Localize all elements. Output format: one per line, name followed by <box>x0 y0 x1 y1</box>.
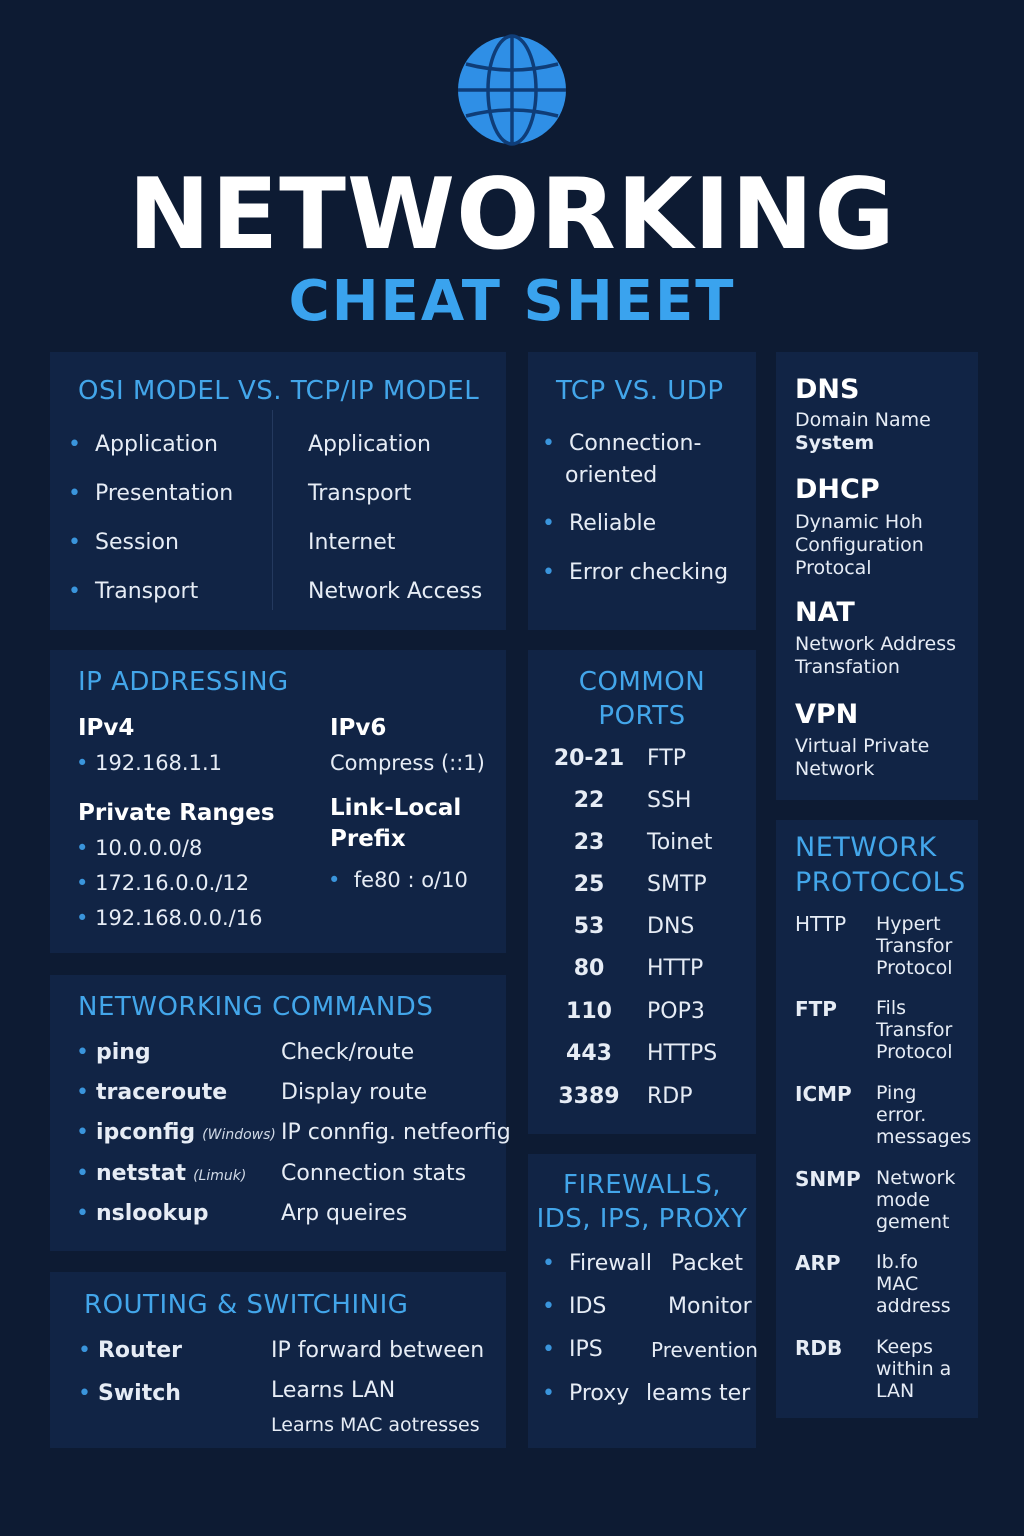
port-service: DNS <box>647 914 695 939</box>
glossary-desc: Domain Name <box>795 409 931 431</box>
port-number: 20-21 <box>553 746 625 771</box>
firewall-item: • Firewall <box>542 1251 652 1276</box>
port-service: Toinet <box>647 830 713 855</box>
linklocal-label: Prefix <box>330 826 406 852</box>
routing-item: • Switch <box>78 1381 181 1406</box>
firewalls-title: FIREWALLS, <box>563 1170 721 1200</box>
tcp-udp-item: • Connection- <box>542 431 702 456</box>
protocol-desc: LAN <box>876 1380 915 1402</box>
glossary-desc: Protocal <box>795 557 872 579</box>
osi-layer: • Application <box>68 432 218 457</box>
protocol-desc: Network <box>876 1167 956 1189</box>
protocol-desc: Transfor <box>876 935 953 957</box>
firewall-desc: Prevention <box>651 1338 758 1362</box>
command-note: (Windows) <box>202 1127 276 1143</box>
tcp-udp-title: TCP VS. UDP <box>556 376 724 406</box>
command-row: • netstat (Limuk) <box>76 1161 247 1186</box>
routing-desc: IP forward between <box>271 1338 485 1363</box>
tcpip-layer: Application <box>308 432 431 457</box>
ports-title: PORTS <box>598 701 686 731</box>
protocol-desc: mode <box>876 1189 930 1211</box>
protocol-name: ARP <box>795 1251 841 1275</box>
command-name: nslookup <box>95 1201 209 1226</box>
private-range: • 10.0.0.0/8 <box>76 836 203 860</box>
protocol-desc: MAC <box>876 1273 919 1295</box>
protocol-desc: within a <box>876 1358 952 1380</box>
firewall-item: • IDS <box>542 1294 607 1319</box>
glossary-term: DNS <box>795 374 860 405</box>
command-desc: Check/route <box>281 1040 415 1065</box>
glossary-term: NAT <box>795 597 855 628</box>
command-row: • nslookup <box>76 1201 209 1226</box>
tcp-udp-item: oriented <box>565 463 658 488</box>
glossary-desc: Virtual Private <box>795 735 930 757</box>
port-number: 25 <box>573 872 605 897</box>
port-service: SMTP <box>647 872 707 897</box>
globe-icon <box>456 34 568 146</box>
command-desc: Arp queires <box>281 1201 408 1226</box>
protocol-name: ICMP <box>795 1082 852 1106</box>
command-note: (Limuk) <box>193 1168 247 1184</box>
port-service: FTP <box>647 746 686 771</box>
tcp-udp-item: • Error checking <box>542 560 729 585</box>
routing-title: ROUTING & SWITCHINIG <box>84 1290 409 1320</box>
linklocal-prefix: • fe80 : o/10 <box>328 868 468 892</box>
firewall-desc: Packet <box>671 1251 743 1276</box>
glossary-desc: Network Address <box>795 633 957 655</box>
page-title: NETWORKING <box>128 158 896 272</box>
port-service: POP3 <box>647 999 705 1024</box>
glossary-term: VPN <box>795 699 859 730</box>
glossary-desc: Transfation <box>795 656 900 678</box>
protocol-name: SNMP <box>795 1167 861 1191</box>
port-service: RDP <box>647 1084 693 1109</box>
protocols-title: NETWORK <box>795 832 937 863</box>
protocol-desc: messages <box>876 1126 972 1148</box>
routing-extra: Learns MAC aotresses <box>271 1414 480 1436</box>
osi-title: OSI MODEL VS. TCP/IP MODEL <box>78 376 480 406</box>
osi-layer: • Transport <box>68 579 199 604</box>
port-number: 3389 <box>558 1084 620 1109</box>
protocol-desc: Protocol <box>876 957 953 979</box>
command-row: • ping <box>76 1040 151 1065</box>
ipv4-label: IPv4 <box>78 715 135 741</box>
private-range: • 192.168.0.0./16 <box>76 906 263 930</box>
private-ranges-label: Private Ranges <box>78 800 275 826</box>
command-name: netstat <box>95 1161 187 1186</box>
port-number: 110 <box>566 999 612 1024</box>
port-service: HTTP <box>647 956 704 981</box>
ipv6-label: IPv6 <box>330 715 387 741</box>
port-number: 80 <box>573 956 605 981</box>
osi-divider <box>272 410 273 610</box>
routing-item: • Router <box>78 1338 182 1363</box>
protocol-desc: gement <box>876 1211 950 1233</box>
private-range: • 172.16.0.0./12 <box>76 871 250 895</box>
firewall-item: • Proxy <box>542 1381 630 1406</box>
firewall-item: • IPS <box>542 1337 603 1362</box>
tcpip-layer: Transport <box>308 481 412 506</box>
ports-title: COMMON <box>578 667 706 697</box>
port-number: 53 <box>573 914 605 939</box>
tcpip-layer: Network Access <box>308 579 483 604</box>
protocol-name: RDB <box>795 1336 843 1360</box>
protocol-name: FTP <box>795 997 837 1021</box>
osi-layer: • Presentation <box>68 481 234 506</box>
glossary-desc: Configuration <box>795 534 924 556</box>
port-service: SSH <box>647 788 692 813</box>
command-desc: Connection stats <box>281 1161 467 1186</box>
protocol-desc: Transfor <box>876 1019 953 1041</box>
protocol-name: HTTP <box>795 912 847 936</box>
protocols-title: PROTOCOLS <box>795 867 966 898</box>
ipv4-example: • 192.168.1.1 <box>76 751 222 775</box>
command-name: ipconfig <box>95 1120 196 1145</box>
glossary-desc: System <box>795 432 875 454</box>
ip-title: IP ADDRESSING <box>78 667 289 697</box>
firewall-desc: leams ter <box>646 1381 751 1406</box>
port-number: 22 <box>573 788 605 813</box>
protocol-desc: Ping <box>876 1082 917 1104</box>
protocol-desc: error. <box>876 1104 927 1126</box>
command-row: • ipconfig (Windows) <box>76 1120 276 1145</box>
osi-layer: • Session <box>68 530 179 555</box>
protocol-desc: Protocol <box>876 1041 953 1063</box>
linklocal-label: Link-Local <box>330 795 462 821</box>
firewalls-title: IDS, IPS, PROXY <box>536 1204 748 1234</box>
firewall-desc: Monitor <box>668 1294 752 1319</box>
commands-title: NETWORKING COMMANDS <box>78 992 434 1022</box>
glossary-term: DHCP <box>795 474 880 505</box>
tcpip-layer: Internet <box>308 530 396 555</box>
command-desc: Display route <box>281 1080 428 1105</box>
command-row: • traceroute <box>76 1080 228 1105</box>
routing-desc: Learns LAN <box>271 1378 396 1403</box>
protocol-desc: Ib.fo <box>876 1251 919 1273</box>
port-number: 443 <box>566 1041 612 1066</box>
command-name: ping <box>95 1040 151 1065</box>
glossary-desc: Dynamic Hoh <box>795 511 923 533</box>
glossary-desc: Network <box>795 758 875 780</box>
protocol-desc: Hypert <box>876 913 941 935</box>
command-desc: IP connfig. netfeorfig <box>281 1120 511 1145</box>
protocol-desc: Fils <box>876 997 907 1019</box>
ipv6-example: Compress (::1) <box>330 751 485 775</box>
page-subtitle: CHEAT SHEET <box>288 269 736 334</box>
command-name: traceroute <box>95 1080 228 1105</box>
protocol-desc: address <box>876 1295 951 1317</box>
port-service: HTTPS <box>647 1041 718 1066</box>
protocol-desc: Keeps <box>876 1336 933 1358</box>
port-number: 23 <box>573 830 605 855</box>
tcp-udp-item: • Reliable <box>542 511 657 536</box>
